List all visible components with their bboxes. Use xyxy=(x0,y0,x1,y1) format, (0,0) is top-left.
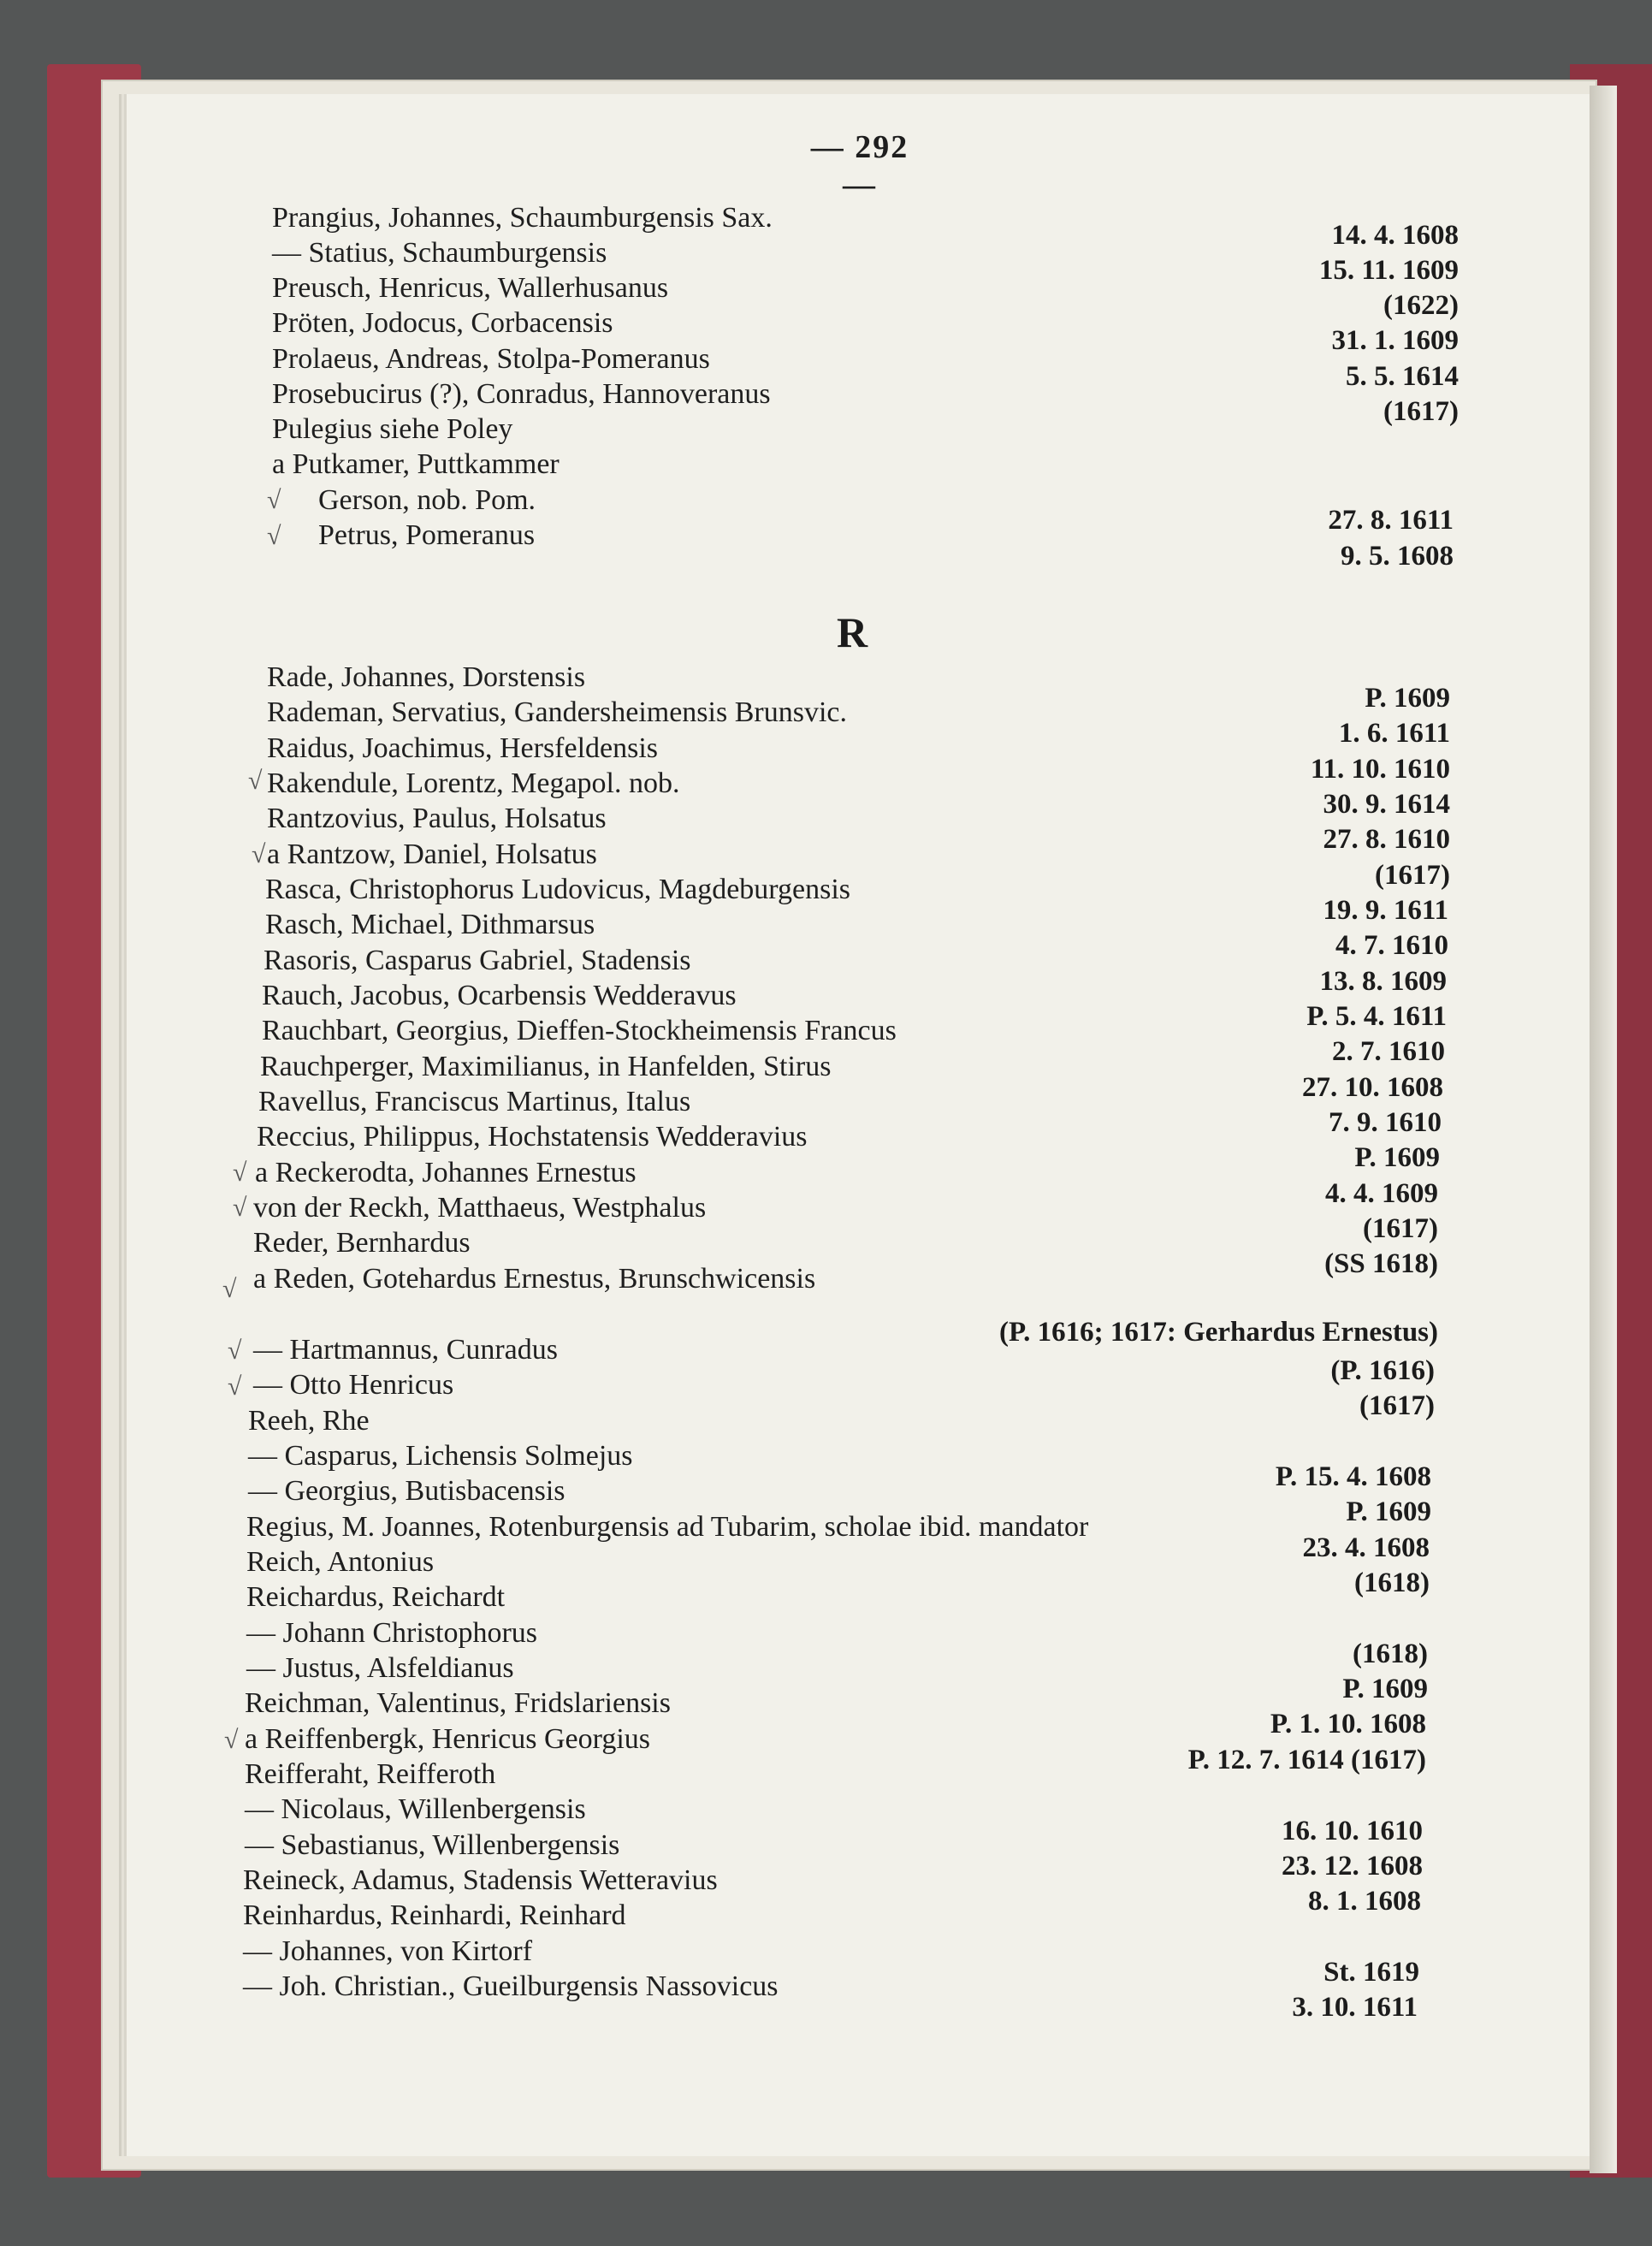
entry-text: Rakendule, Lorentz, Megapol. nob. xyxy=(267,767,680,799)
entry-text: Ravellus, Franciscus Martinus, Italus xyxy=(258,1086,691,1117)
entry-date: 4. 4. 1609 xyxy=(1325,1178,1438,1209)
entry-text: Reich, Antonius xyxy=(246,1546,435,1578)
entry-date: (1622) xyxy=(1383,290,1459,321)
entry-text: Preusch, Henricus, Wallerhusanus xyxy=(272,272,669,304)
entry-text: — Otto Henricus xyxy=(253,1369,454,1401)
entry-text: Pröten, Jodocus, Corbacensis xyxy=(272,307,613,339)
entry-text: Raidus, Joachimus, Hersfeldensis xyxy=(267,732,659,764)
check-mark: √ xyxy=(222,1275,237,1303)
entry-date: (1618) xyxy=(1353,1639,1428,1669)
entry-date: 30. 9. 1614 xyxy=(1323,789,1450,820)
check-mark: √ xyxy=(233,1159,247,1187)
check-mark: √ xyxy=(228,1336,242,1365)
entry-text: Rauch, Jacobus, Ocarbensis Wedderavus xyxy=(262,980,737,1011)
entry-text: — Casparus, Lichensis Solmejus xyxy=(248,1440,633,1472)
entry-date: 8. 1. 1608 xyxy=(1308,1886,1421,1917)
entry-text: — Johann Christophorus xyxy=(246,1617,537,1649)
entry-date: 19. 9. 1611 xyxy=(1323,895,1448,926)
entry-text: Regius, M. Joannes, Rotenburgensis ad Tubarim, scholae ibid. mandator xyxy=(246,1511,1089,1543)
entry-date: 4. 7. 1610 xyxy=(1335,930,1448,961)
entry-date: 23. 4. 1608 xyxy=(1302,1532,1430,1563)
check-mark: √ xyxy=(252,840,266,868)
entry-date: 13. 8. 1609 xyxy=(1319,966,1447,997)
entry-date: P. 1609 xyxy=(1365,683,1450,714)
entry-date: (1618) xyxy=(1354,1567,1430,1598)
entry-text: Reichardus, Reichardt xyxy=(246,1581,506,1613)
entry-text: — Sebastianus, Willenbergensis xyxy=(245,1829,620,1861)
entry-date: 2. 7. 1610 xyxy=(1332,1036,1445,1067)
entry-text: Rasoris, Casparus Gabriel, Stadensis xyxy=(263,945,691,976)
check-mark: √ xyxy=(267,522,281,550)
entry-text: Reineck, Adamus, Stadensis Wetteravius xyxy=(243,1864,718,1896)
entry-text: a Rantzow, Daniel, Holsatus xyxy=(267,839,597,870)
entry-text: — Hartmannus, Cunradus xyxy=(253,1334,559,1366)
entry-text: — Johannes, von Kirtorf xyxy=(243,1935,533,1967)
entry-date: (P. 1616) xyxy=(1330,1355,1435,1386)
entry-text: — Nicolaus, Willenbergensis xyxy=(245,1793,586,1825)
entry-date: (1617) xyxy=(1383,396,1459,427)
entry-date: 23. 12. 1608 xyxy=(1282,1851,1423,1882)
entry-text: a Reden, Gotehardus Ernestus, Brunschwicensis xyxy=(253,1263,816,1295)
entry-date: P. 1609 xyxy=(1346,1496,1431,1527)
entry-date: P. 1609 xyxy=(1342,1674,1428,1704)
entry-text: Rauchperger, Maximilianus, in Hanfelden, Stirus xyxy=(260,1051,832,1082)
entry-date: 7. 9. 1610 xyxy=(1329,1107,1442,1138)
entry-text: — Justus, Alsfeldianus xyxy=(246,1652,514,1684)
entry-text: Rade, Johannes, Dorstensis xyxy=(267,661,586,693)
entry-date: (SS 1618) xyxy=(1324,1248,1438,1279)
entry-text: Rasca, Christophorus Ludovicus, Magdeburgensis xyxy=(265,874,851,905)
entry-date: 27. 10. 1608 xyxy=(1302,1072,1443,1103)
entry-date: (P. 1616; 1617: Gerhardus Ernestus) xyxy=(998,1317,1438,1348)
check-mark: √ xyxy=(233,1194,247,1222)
entry-text: Reeh, Rhe xyxy=(248,1405,370,1437)
check-mark: √ xyxy=(248,767,263,795)
entry-date: 27. 8. 1611 xyxy=(1328,505,1454,536)
entry-date: P. 12. 7. 1614 (1617) xyxy=(1187,1745,1426,1775)
entry-date: 3. 10. 1611 xyxy=(1292,1992,1418,2023)
entry-text: a Putkamer, Puttkammer xyxy=(272,448,560,480)
entry-date: P. 5. 4. 1611 xyxy=(1306,1001,1447,1032)
entry-text: von der Reckh, Matthaeus, Westphalus xyxy=(253,1192,707,1224)
entry-text: — Joh. Christian., Gueilburgensis Nassovicus xyxy=(243,1970,779,2002)
entry-text: — Statius, Schaumburgensis xyxy=(272,237,607,269)
check-mark: √ xyxy=(228,1372,242,1401)
entry-text: Rantzovius, Paulus, Holsatus xyxy=(267,803,607,834)
entry-date: P. 1. 10. 1608 xyxy=(1270,1709,1426,1739)
entry-date: 27. 8. 1610 xyxy=(1323,824,1450,855)
entry-text: Prolaeus, Andreas, Stolpa-Pomeranus xyxy=(272,343,710,375)
entry-date: 16. 10. 1610 xyxy=(1282,1816,1423,1846)
entry-text: Prangius, Johannes, Schaumburgensis Sax. xyxy=(272,202,773,234)
entry-text: a Reiffenbergk, Henricus Georgius xyxy=(245,1723,650,1755)
entry-date: St. 1619 xyxy=(1323,1957,1419,1988)
entry-text: a Reckerodta, Johannes Ernestus xyxy=(255,1157,637,1188)
entry-date: 1. 6. 1611 xyxy=(1338,718,1450,749)
entry-text: Rasch, Michael, Dithmarsus xyxy=(265,909,595,940)
entry-date: (1617) xyxy=(1359,1390,1435,1421)
section-heading: R xyxy=(837,608,868,656)
book-gutter xyxy=(1590,86,1617,2173)
entry-text: Rademan, Servatius, Gandersheimensis Brunsvic. xyxy=(267,696,847,728)
entry-text: Prosebucirus (?), Conradus, Hannoveranus xyxy=(272,378,771,410)
check-mark: √ xyxy=(224,1726,239,1754)
check-mark: √ xyxy=(267,486,281,514)
entry-text: Reccius, Philippus, Hochstatensis Wedderavius xyxy=(257,1121,808,1153)
entry-text: Reinhardus, Reinhardi, Reinhard xyxy=(243,1899,626,1931)
entry-text: — Georgius, Butisbacensis xyxy=(248,1475,565,1507)
entry-date: P. 15. 4. 1608 xyxy=(1275,1461,1431,1492)
entry-date: (1617) xyxy=(1363,1213,1438,1244)
entry-date: (1617) xyxy=(1375,860,1450,891)
entry-text: Petrus, Pomeranus xyxy=(318,519,536,551)
entry-date: 31. 1. 1609 xyxy=(1331,325,1459,356)
entry-text: Reichman, Valentinus, Fridslariensis xyxy=(245,1687,671,1719)
entry-text: Rauchbart, Georgius, Dieffen-Stockheimensis Francus xyxy=(262,1015,897,1046)
entry-date: 15. 11. 1609 xyxy=(1318,255,1459,286)
entry-date: 5. 5. 1614 xyxy=(1346,361,1459,392)
entry-date: 11. 10. 1610 xyxy=(1310,754,1450,785)
entry-text: Reder, Bernhardus xyxy=(253,1227,471,1259)
entry-date: 14. 4. 1608 xyxy=(1331,220,1459,251)
page-number: — 292 — xyxy=(810,129,909,203)
entry-text: Pulegius siehe Poley xyxy=(272,413,513,445)
entry-date: P. 1609 xyxy=(1354,1142,1440,1173)
entry-text: Reifferaht, Reifferoth xyxy=(245,1758,496,1790)
entry-text: Gerson, nob. Pom. xyxy=(318,484,536,516)
entry-date: 9. 5. 1608 xyxy=(1341,541,1454,572)
